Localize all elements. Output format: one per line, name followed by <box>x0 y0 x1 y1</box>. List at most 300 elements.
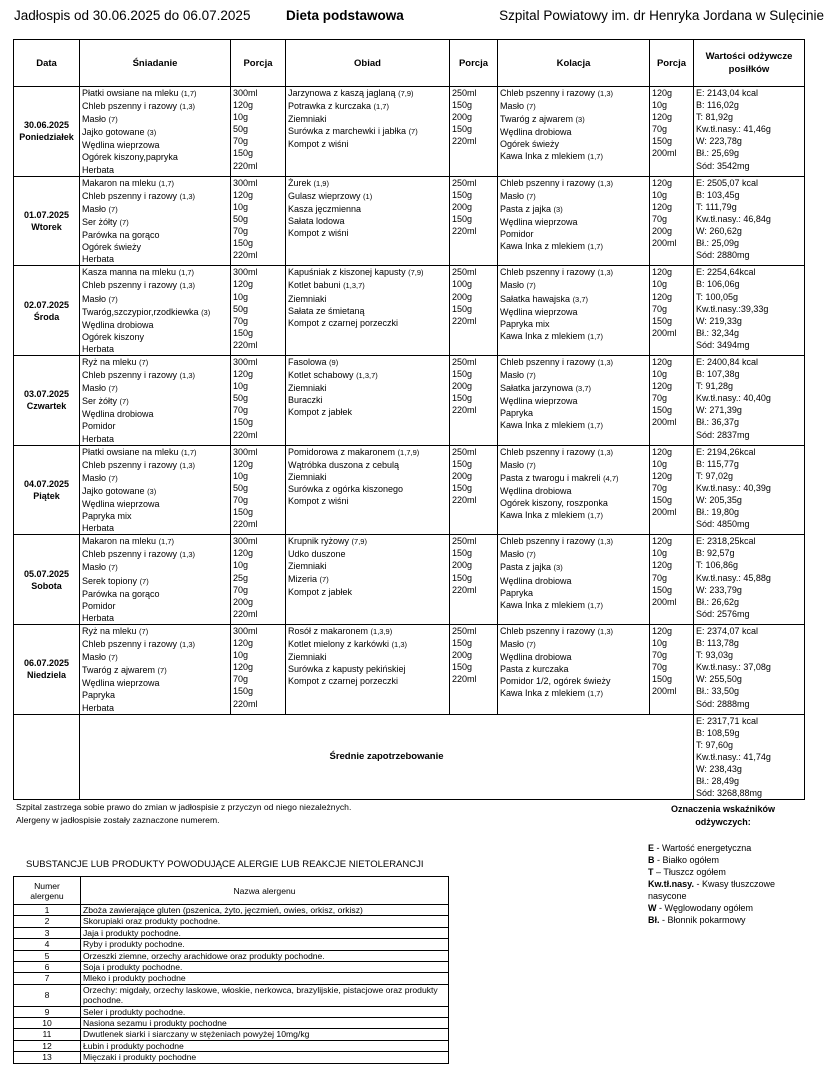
portion-value: 200ml <box>652 148 677 159</box>
breakfast-item-name: Makaron na mleku <box>82 177 157 188</box>
portion-value: 200g <box>452 201 473 212</box>
lunch-item-name: Kotlet mielony z karkówki <box>288 639 390 650</box>
lunch-item <box>288 203 449 215</box>
dinner-item <box>500 216 649 228</box>
allergen-code: (1,7,9) <box>397 447 420 457</box>
portion-value: 50g <box>233 482 249 493</box>
allergen-code: (9) <box>329 357 339 367</box>
nutrition-value: Bł.: 25,69g <box>696 148 740 159</box>
portion-value: 150g <box>233 238 254 249</box>
portion-value: 300ml <box>233 356 258 367</box>
breakfast-item-name: Parówka na gorąco <box>82 588 160 599</box>
lunch-item <box>288 495 449 507</box>
nutrition-value: E: 2374,07 kcal <box>696 625 759 636</box>
dinner-item <box>500 638 649 651</box>
breakfast-item <box>82 319 230 331</box>
breakfast-item-name: Ser żółty <box>82 396 118 407</box>
allergen-code: (7) <box>526 460 536 470</box>
lunch-item-name: Udko duszone <box>288 549 346 560</box>
allergen-code: (1,3) <box>597 626 613 636</box>
lunch-item <box>288 471 449 483</box>
portion-value: 150g <box>652 495 673 505</box>
dinner-item-name: Masło <box>500 280 525 291</box>
breakfast-item <box>82 702 230 714</box>
nutrition-header-line2: posiłków <box>728 64 770 75</box>
nutrition-value: Kw.tł.nasy.: 46,84g <box>696 213 771 224</box>
lunch-item-name: Kotlet schabowy <box>288 370 354 381</box>
dinner-item-name: Chleb pszenny i razowy <box>500 267 596 278</box>
breakfast-item <box>82 164 230 176</box>
allergen-number: 7 <box>14 973 81 984</box>
breakfast-item <box>82 561 230 574</box>
allergen-row <box>14 1029 449 1040</box>
summary-row <box>14 714 805 800</box>
legend-item <box>648 902 808 914</box>
breakfast-item-name: Chleb pszenny i razowy <box>82 639 178 650</box>
day-weekday: Czwartek <box>26 401 67 412</box>
portion-value: 200g <box>452 650 473 661</box>
dinner-item-name: Chleb pszenny i razowy <box>500 88 596 98</box>
allergen-code: (7) <box>108 204 118 214</box>
dinner-cell <box>498 445 650 535</box>
breakfast-item-name: Papryka <box>82 690 116 701</box>
dinner-item <box>500 575 649 587</box>
breakfast-cell <box>80 176 231 266</box>
lunch-item <box>288 394 449 406</box>
portion-value: 200g <box>452 470 473 481</box>
allergen-code: (1,7) <box>158 537 174 547</box>
portion-value: 120g <box>652 381 673 392</box>
nutrition-value: Kw.tł.nasy.: 41,46g <box>696 124 771 135</box>
dinner-item <box>500 113 649 126</box>
nutrition-value: Kw.tł.nasy.: 40,40g <box>696 393 771 404</box>
nutrition-value: Kw.tł.nasy.: 37,08g <box>696 662 771 673</box>
breakfast-item-name: Ogórek świeży <box>82 242 142 253</box>
dinner-item-name: Masło <box>500 101 525 112</box>
allergen-code: (1,7) <box>178 268 194 278</box>
allergen-code: (7) <box>139 576 149 586</box>
breakfast-item-name: Masło <box>82 652 107 663</box>
breakfast-item-name: Pomidor <box>82 600 116 611</box>
col-date-header: Data <box>14 40 80 87</box>
lunch-item-name: Kotlet babuni <box>288 280 341 291</box>
lunch-item-name: Ziemniaki <box>288 383 327 394</box>
allergen-number: 2 <box>14 916 81 927</box>
allergen-row <box>14 1052 449 1063</box>
allergen-code: (3) <box>147 486 157 496</box>
dinner-item <box>500 663 649 675</box>
breakfast-item <box>82 485 230 498</box>
legend-code: T <box>648 867 654 877</box>
breakfast-item <box>82 331 230 343</box>
breakfast-cell <box>80 624 231 714</box>
breakfast-item <box>82 689 230 701</box>
nutrition-value: W: 233,79g <box>696 584 742 595</box>
lunch-item-name: Kasza jęczmienna <box>288 203 362 214</box>
breakfast-item-name: Jajko gotowane <box>82 485 145 496</box>
allergen-code: (3) <box>147 128 157 138</box>
portion-value: 10g <box>233 381 249 392</box>
legend-description: - Wartość energetyczna <box>654 843 752 853</box>
lunch-item <box>288 227 449 239</box>
dinner-item-name: Pasta z jajka <box>500 203 552 214</box>
portion-value: 220ml <box>452 495 477 505</box>
allergen-row <box>14 984 449 1006</box>
nutrition-value: W: 223,78g <box>696 136 742 147</box>
portion-value: 150g <box>452 572 473 583</box>
dinner-item-name: Ogórek świeży <box>500 139 560 150</box>
dinner-item <box>500 369 649 382</box>
breakfast-cell <box>80 445 231 535</box>
day-date: 30.06.2025 <box>23 120 70 131</box>
allergen-code: (1,3) <box>597 268 613 278</box>
lunch-cell <box>286 624 450 714</box>
breakfast-item <box>82 535 230 548</box>
dinner-portion-cell <box>650 87 694 177</box>
breakfast-item <box>82 266 230 279</box>
portion-value: 120g <box>233 189 254 200</box>
portion-value: 220ml <box>452 315 477 326</box>
nutrition-value: Bł.: 26,62g <box>696 596 740 607</box>
allergen-name: Nasiona sezamu i produkty pochodne <box>81 1018 449 1029</box>
lunch-item <box>288 305 449 317</box>
portion-value: 10g <box>233 112 249 123</box>
portion-value: 150g <box>652 674 673 685</box>
allergen-number-header-line2: alergenu <box>30 890 64 901</box>
portion-value: 220ml <box>452 226 477 237</box>
dinner-item-name: Wędlina drobiowa <box>500 485 572 496</box>
allergen-row <box>14 962 449 973</box>
allergen-number: 9 <box>14 1006 81 1017</box>
dinner-item <box>500 138 649 150</box>
portion-value: 300ml <box>233 177 258 188</box>
nutrition-value: Bł.: 33,50g <box>696 686 740 697</box>
allergen-code: (1,7) <box>587 152 603 162</box>
dinner-item-name: Wędlina wieprzowa <box>500 216 578 227</box>
allergen-code: (7) <box>108 653 118 663</box>
breakfast-item <box>82 343 230 355</box>
lunch-item <box>288 266 449 279</box>
lunch-item <box>288 638 449 651</box>
nutrition-value: T: 97,02g <box>696 470 734 481</box>
breakfast-item <box>82 510 230 522</box>
lunch-item <box>288 356 449 369</box>
breakfast-item-name: Ryż na mleku <box>82 625 137 636</box>
dinner-item <box>500 625 649 638</box>
page-header <box>14 8 824 26</box>
dinner-item <box>500 382 649 395</box>
allergen-code: (7) <box>108 115 118 125</box>
nutrition-value: W: 205,35g <box>696 495 742 505</box>
portion-value: 150g <box>452 100 473 111</box>
breakfast-item-name: Papryka mix <box>82 511 132 522</box>
dinner-item-name: Kawa Inka z mlekiem <box>500 151 586 162</box>
day-date-cell <box>14 176 80 266</box>
nutrition-value: E: 2317,71 kcal <box>696 715 759 726</box>
nutrition-value: Sód: 2576mg <box>696 608 750 619</box>
nutrition-value: B: 103,45g <box>696 189 740 200</box>
portion-value: 250ml <box>452 177 477 188</box>
allergen-code: (1,3) <box>179 550 195 560</box>
day-row <box>14 87 805 177</box>
breakfast-item-name: Płatki owsiane na mleku <box>82 88 179 98</box>
lunch-item-name: Surówka z kapusty pekińskiej <box>288 664 406 675</box>
dinner-item <box>500 561 649 574</box>
lunch-item <box>288 177 449 190</box>
day-weekday: Piątek <box>33 490 60 501</box>
portion-value: 250ml <box>452 356 477 367</box>
dinner-item <box>500 240 649 253</box>
dinner-portion-cell <box>650 355 694 445</box>
breakfast-item-name: Kasza manna na mleku <box>82 267 177 278</box>
nutrition-value: Bł.: 19,80g <box>696 507 740 518</box>
breakfast-item-name: Masło <box>82 293 107 304</box>
portion-value: 70g <box>233 405 249 416</box>
portion-value: 120g <box>652 291 673 302</box>
dinner-cell <box>498 176 650 266</box>
dinner-item-name: Chleb pszenny i razowy <box>500 177 596 188</box>
legend-item <box>648 878 808 902</box>
dinner-item <box>500 459 649 472</box>
dinner-item-name: Kawa Inka z mlekiem <box>500 510 586 521</box>
dinner-portion-cell <box>650 176 694 266</box>
dinner-item-name: Pomidor 1/2, ogórek świeży <box>500 676 611 687</box>
breakfast-item <box>82 651 230 664</box>
dinner-item-name: Masło <box>500 370 525 381</box>
breakfast-cell <box>80 535 231 625</box>
dinner-item <box>500 675 649 687</box>
portion-value: 150g <box>233 148 254 159</box>
nutrition-value: W: 238,43g <box>696 763 742 774</box>
day-date: 04.07.2025 <box>23 478 70 489</box>
allergen-code: (7) <box>108 563 118 573</box>
breakfast-item <box>82 459 230 472</box>
breakfast-item <box>82 382 230 395</box>
portion-value: 220ml <box>233 250 258 261</box>
breakfast-item-name: Wędlina drobiowa <box>82 319 154 330</box>
nutrition-value: Sód: 2880mg <box>696 250 750 261</box>
breakfast-item-name: Serek topiony <box>82 575 138 586</box>
legend-title <box>638 803 808 829</box>
lunch-item <box>288 317 449 329</box>
nutrition-value: W: 255,50g <box>696 674 742 685</box>
nutrition-cell <box>694 445 805 535</box>
breakfast-item <box>82 575 230 588</box>
portion-value: 150g <box>452 369 473 380</box>
breakfast-item-name: Parówka na gorąco <box>82 230 160 241</box>
breakfast-item <box>82 433 230 445</box>
portion-value: 200g <box>652 226 673 237</box>
portion-value: 70g <box>233 584 249 595</box>
lunch-item-name: Fasolowa <box>288 356 327 367</box>
portion-value: 150g <box>233 686 254 697</box>
allergen-row <box>14 939 449 950</box>
lunch-item-name: Ziemniaki <box>288 561 327 572</box>
portion-value: 250ml <box>452 446 477 457</box>
dinner-item <box>500 472 649 485</box>
nutrition-value: E: 2400,84 kcal <box>696 356 759 367</box>
nutrition-value: Sód: 3494mg <box>696 339 750 350</box>
nutrition-value: Bł.: 28,49g <box>696 776 740 787</box>
allergen-code: (1,3,7) <box>343 281 365 291</box>
portion-value: 50g <box>233 124 249 135</box>
nutrition-value: B: 107,38g <box>696 369 740 380</box>
nutrition-value: T: 81,92g <box>696 112 734 123</box>
allergen-code: (3) <box>553 204 563 214</box>
legend-item <box>648 842 808 854</box>
portion-value: 300ml <box>233 625 258 636</box>
dinner-item-name: Chleb pszenny i razowy <box>500 625 596 636</box>
breakfast-item-name: Wędlina wieprzowa <box>82 678 160 689</box>
allergen-code: (7) <box>526 281 536 291</box>
legend-title-line2: odżywczych: <box>695 817 751 827</box>
breakfast-item-name: Wędlina wieprzowa <box>82 140 160 151</box>
dinner-item-name: Pasta z kurczaka <box>500 664 569 675</box>
nutrition-cell <box>694 624 805 714</box>
day-row <box>14 535 805 625</box>
allergen-code: (7,9) <box>351 537 367 547</box>
portion-value: 70g <box>233 226 249 237</box>
breakfast-item-name: Herbata <box>82 254 115 265</box>
nutrition-value: W: 260,62g <box>696 226 742 237</box>
nutrition-value: B: 108,59g <box>696 727 740 738</box>
portion-value: 10g <box>233 560 249 571</box>
breakfast-item <box>82 395 230 408</box>
allergen-code: (7) <box>408 127 418 137</box>
lunch-item-name: Krupnik ryżowy <box>288 536 350 547</box>
dinner-item-name: Sałatka hawajska <box>500 293 571 304</box>
breakfast-item-name: Ogórek kiszony,papryka <box>82 152 178 163</box>
day-row <box>14 445 805 535</box>
lunch-item-name: Mizeria <box>288 573 318 584</box>
portion-value: 70g <box>233 315 249 326</box>
dinner-item <box>500 330 649 343</box>
breakfast-item-name: Masło <box>82 562 107 573</box>
lunch-portion-cell <box>450 355 498 445</box>
portion-value: 220ml <box>452 674 477 685</box>
allergen-code: (1,7) <box>587 689 603 699</box>
portion-value: 10g <box>233 470 249 481</box>
allergen-row <box>14 1040 449 1051</box>
lunch-item-name: Kompot z czarnej porzeczki <box>288 317 399 328</box>
note-line-2: Alergeny w jadłospisie zostały zaznaczone numerem. <box>16 815 220 825</box>
breakfast-item <box>82 253 230 265</box>
legend-code: E <box>648 843 655 853</box>
portion-value: 70g <box>233 495 249 505</box>
portion-value: 10g <box>652 548 668 559</box>
allergen-code: (7) <box>319 574 329 584</box>
legend-code: B <box>648 855 655 865</box>
breakfast-item <box>82 612 230 624</box>
allergen-code: (1,3) <box>391 640 407 650</box>
dinner-item <box>500 509 649 522</box>
portion-value: 150g <box>452 393 473 404</box>
dinner-item <box>500 407 649 419</box>
nutrition-cell <box>694 266 805 356</box>
lunch-item <box>288 138 449 150</box>
allergen-row <box>14 973 449 984</box>
lunch-item <box>288 382 449 394</box>
allergen-code: (1,3) <box>179 371 195 381</box>
nutrition-value: Kw.tł.nasy.: 45,88g <box>696 572 771 583</box>
dinner-item <box>500 446 649 459</box>
lunch-item <box>288 625 449 638</box>
lunch-portion-cell <box>450 266 498 356</box>
portion-value: 150g <box>233 327 254 338</box>
col-dinner-portion-header: Porcja <box>650 40 694 87</box>
legend-code: W <box>648 903 657 913</box>
breakfast-item <box>82 625 230 638</box>
lunch-item-name: Ziemniaki <box>288 652 327 663</box>
portion-value: 150g <box>452 548 473 559</box>
legend-code: Bł. <box>648 915 660 925</box>
allergen-code: (1,7) <box>587 511 603 521</box>
portion-value: 120g <box>652 625 673 636</box>
dinner-item-name: Wędlina drobiowa <box>500 575 572 586</box>
day-date-cell <box>14 445 80 535</box>
portion-value: 70g <box>652 482 668 493</box>
breakfast-portion-cell <box>231 266 286 356</box>
portion-value: 70g <box>652 650 668 661</box>
dinner-item-name: Kawa Inka z mlekiem <box>500 599 586 610</box>
lunch-portion-cell <box>450 624 498 714</box>
allergen-code: (1,7) <box>587 242 603 252</box>
portion-value: 300ml <box>233 88 258 98</box>
portion-value: 10g <box>652 458 668 469</box>
lunch-item-name: Ziemniaki <box>288 114 327 125</box>
dinner-item <box>500 306 649 318</box>
nutrition-cell <box>694 535 805 625</box>
breakfast-portion-cell <box>231 624 286 714</box>
portion-value: 50g <box>233 303 249 314</box>
allergen-code: (7) <box>526 550 536 560</box>
dinner-item-name: Papryka mix <box>500 318 550 329</box>
nutrition-value: W: 219,33g <box>696 315 742 326</box>
lunch-item <box>288 560 449 572</box>
nutrition-value: B: 92,57g <box>696 548 735 559</box>
allergen-row <box>14 1006 449 1017</box>
dinner-item-name: Sałatka jarzynowa <box>500 383 574 394</box>
breakfast-item <box>82 472 230 485</box>
allergen-code: (7) <box>108 473 118 483</box>
nutrition-value: E: 2254,64kcal <box>696 267 756 278</box>
breakfast-item <box>82 139 230 151</box>
legend-description: - Kwasy tłuszczowe nasycone <box>648 879 776 901</box>
allergen-code: (1,3) <box>597 357 613 367</box>
dinner-item-name: Pomidor <box>500 229 534 240</box>
allergen-code: (1,3,9) <box>370 626 393 636</box>
allergen-code: (7,9) <box>398 89 414 98</box>
day-weekday: Środa <box>33 311 60 322</box>
dinner-item <box>500 687 649 700</box>
allergen-code: (7) <box>119 217 129 227</box>
breakfast-item-name: Herbata <box>82 702 115 713</box>
dinner-item <box>500 599 649 612</box>
lunch-item <box>288 535 449 548</box>
allergen-header-row <box>14 877 449 905</box>
legend-description: - Węglowodany ogółem <box>656 903 754 913</box>
portion-value: 220ml <box>233 698 258 709</box>
breakfast-portion-cell <box>231 445 286 535</box>
breakfast-item-name: Twaróg,szczypior,rzodkiewka <box>82 306 199 317</box>
dinner-portion-cell <box>650 266 694 356</box>
lunch-item <box>288 293 449 305</box>
nutrition-value: B: 113,78g <box>696 638 739 649</box>
nutrition-value: T: 111,79g <box>696 201 737 212</box>
allergen-code: (1,3) <box>179 102 195 112</box>
breakfast-item-name: Ogórek kiszony <box>82 331 145 342</box>
portion-value: 220ml <box>452 584 477 595</box>
